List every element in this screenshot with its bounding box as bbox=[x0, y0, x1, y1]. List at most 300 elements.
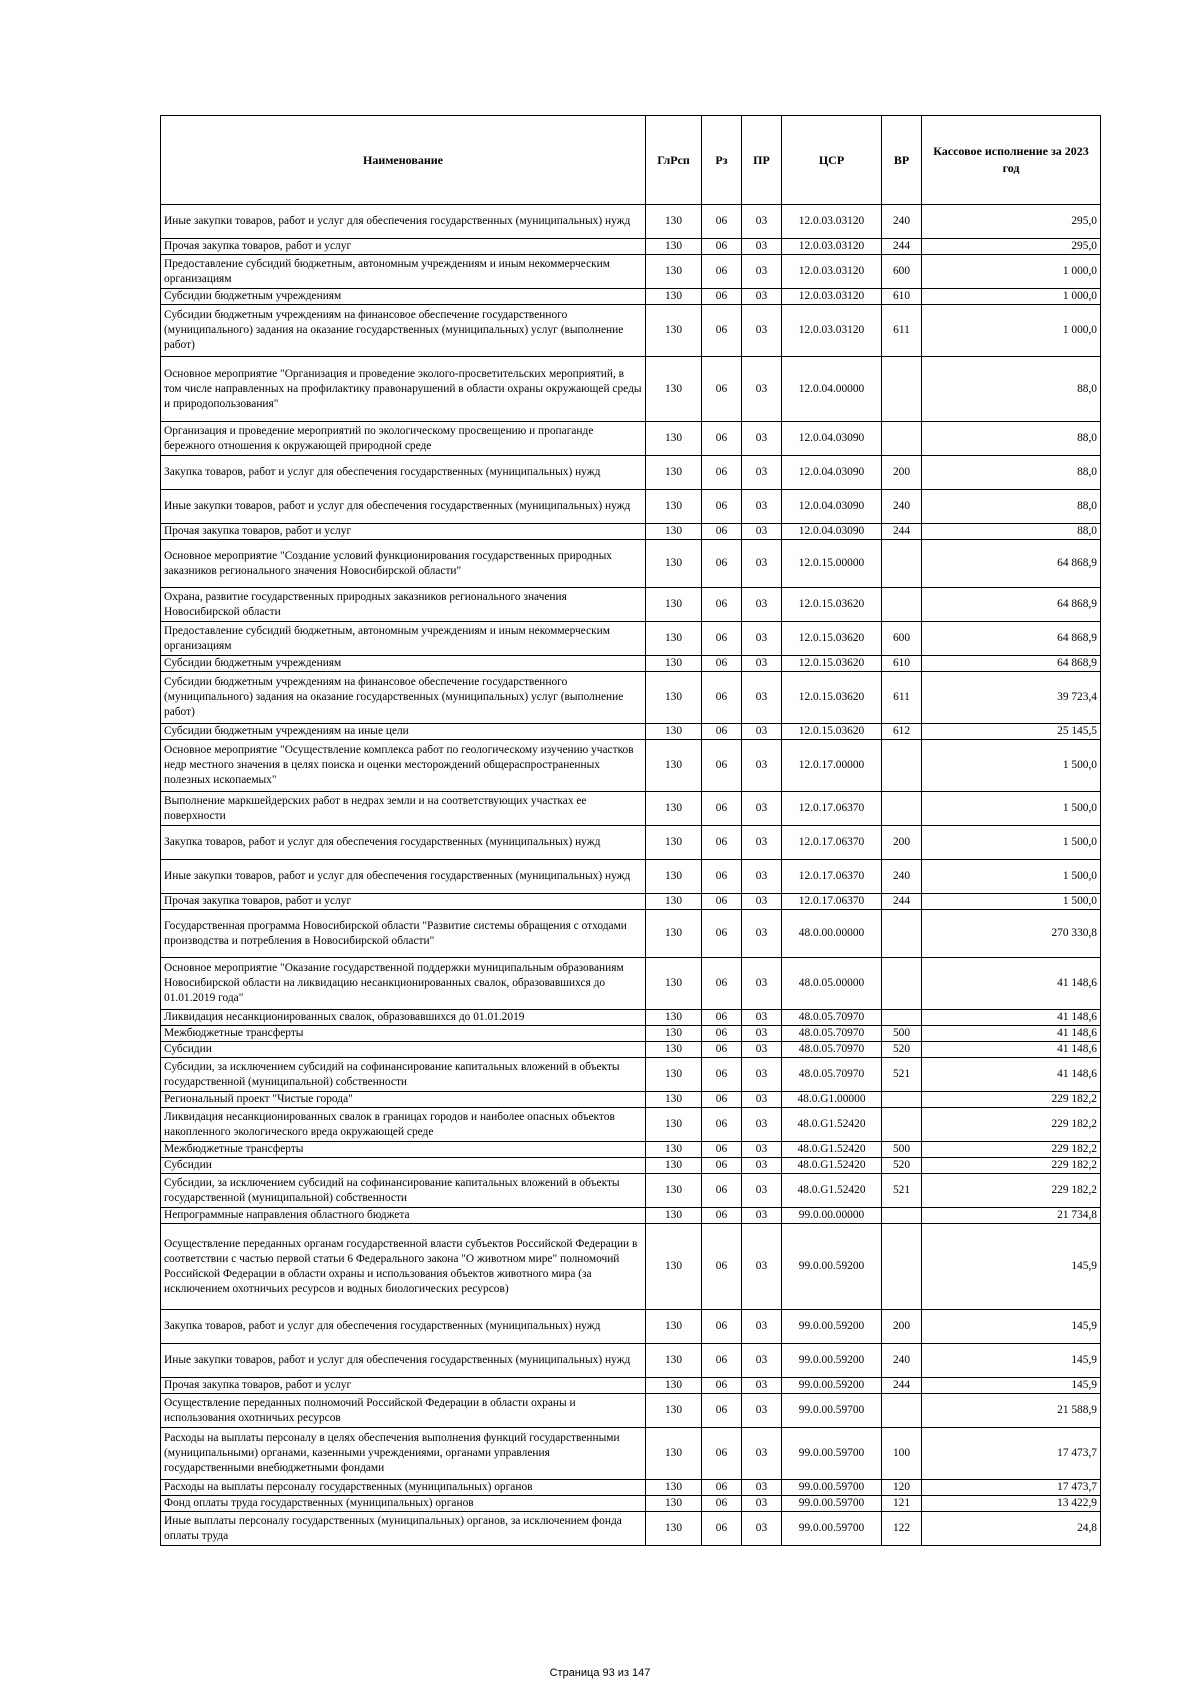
row-glrsp: 130 bbox=[646, 1428, 702, 1480]
row-amount: 13 422,9 bbox=[922, 1496, 1101, 1512]
row-amount: 41 148,6 bbox=[922, 1058, 1101, 1092]
row-name: Закупка товаров, работ и услуг для обеспечения государственных (муниципальных) нужд bbox=[161, 826, 646, 860]
row-csr: 12.0.04.03090 bbox=[782, 490, 882, 524]
row-vr bbox=[882, 792, 922, 826]
row-glrsp: 130 bbox=[646, 1394, 702, 1428]
row-name: Иные закупки товаров, работ и услуг для обеспечения государственных (муниципальных) нужд bbox=[161, 860, 646, 894]
row-glrsp: 130 bbox=[646, 1344, 702, 1378]
row-amount: 88,0 bbox=[922, 456, 1101, 490]
table-row bbox=[161, 672, 1101, 724]
table-row bbox=[161, 1108, 1101, 1142]
row-vr bbox=[882, 1092, 922, 1108]
row-vr: 100 bbox=[882, 1428, 922, 1480]
row-glrsp: 130 bbox=[646, 1378, 702, 1394]
row-vr: 600 bbox=[882, 622, 922, 656]
row-name: Прочая закупка товаров, работ и услуг bbox=[161, 894, 646, 910]
row-rz: 06 bbox=[702, 656, 742, 672]
row-vr: 244 bbox=[882, 894, 922, 910]
row-name: Субсидии бюджетным учреждениям на финансовое обеспечение государственного (муниципального) задания на оказание государственных (муниципальных) услуг (выполнение работ) bbox=[161, 305, 646, 357]
row-rz: 06 bbox=[702, 860, 742, 894]
row-vr: 200 bbox=[882, 1310, 922, 1344]
row-vr: 240 bbox=[882, 205, 922, 239]
table-row bbox=[161, 1344, 1101, 1378]
row-amount: 1 500,0 bbox=[922, 894, 1101, 910]
row-name: Прочая закупка товаров, работ и услуг bbox=[161, 1378, 646, 1394]
row-csr: 48.0.G1.52420 bbox=[782, 1108, 882, 1142]
row-vr: 600 bbox=[882, 255, 922, 289]
row-glrsp: 130 bbox=[646, 622, 702, 656]
row-glrsp: 130 bbox=[646, 456, 702, 490]
header-rz: Рз bbox=[702, 116, 742, 205]
row-vr bbox=[882, 740, 922, 792]
table-row bbox=[161, 540, 1101, 588]
row-pr: 03 bbox=[742, 910, 782, 958]
table-row bbox=[161, 1010, 1101, 1026]
row-vr: 521 bbox=[882, 1174, 922, 1208]
table-row bbox=[161, 1378, 1101, 1394]
row-csr: 12.0.17.06370 bbox=[782, 826, 882, 860]
row-vr bbox=[882, 1208, 922, 1224]
row-rz: 06 bbox=[702, 958, 742, 1010]
row-glrsp: 130 bbox=[646, 894, 702, 910]
row-glrsp: 130 bbox=[646, 792, 702, 826]
row-vr: 122 bbox=[882, 1512, 922, 1546]
row-rz: 06 bbox=[702, 672, 742, 724]
row-glrsp: 130 bbox=[646, 724, 702, 740]
row-vr: 500 bbox=[882, 1026, 922, 1042]
table-row bbox=[161, 1512, 1101, 1546]
row-name: Основное мероприятие "Организация и проведение эколого-просветительских мероприятий, в том числе направленных на профилактику правонарушений в области охраны окружающей среды и природопользования" bbox=[161, 357, 646, 422]
row-vr: 200 bbox=[882, 826, 922, 860]
row-vr bbox=[882, 540, 922, 588]
row-csr: 12.0.15.03620 bbox=[782, 724, 882, 740]
row-amount: 229 182,2 bbox=[922, 1142, 1101, 1158]
row-rz: 06 bbox=[702, 205, 742, 239]
row-glrsp: 130 bbox=[646, 1026, 702, 1042]
table-row bbox=[161, 1208, 1101, 1224]
row-glrsp: 130 bbox=[646, 1310, 702, 1344]
row-csr: 12.0.17.06370 bbox=[782, 792, 882, 826]
row-rz: 06 bbox=[702, 894, 742, 910]
row-amount: 229 182,2 bbox=[922, 1158, 1101, 1174]
row-glrsp: 130 bbox=[646, 588, 702, 622]
row-csr: 12.0.04.03090 bbox=[782, 524, 882, 540]
row-vr: 240 bbox=[882, 490, 922, 524]
row-rz: 06 bbox=[702, 305, 742, 357]
row-csr: 12.0.17.06370 bbox=[782, 860, 882, 894]
row-name: Иные закупки товаров, работ и услуг для обеспечения государственных (муниципальных) нужд bbox=[161, 490, 646, 524]
row-glrsp: 130 bbox=[646, 255, 702, 289]
row-csr: 12.0.03.03120 bbox=[782, 205, 882, 239]
row-rz: 06 bbox=[702, 1512, 742, 1546]
row-glrsp: 130 bbox=[646, 1158, 702, 1174]
row-glrsp: 130 bbox=[646, 1174, 702, 1208]
row-glrsp: 130 bbox=[646, 239, 702, 255]
row-amount: 1 500,0 bbox=[922, 826, 1101, 860]
row-pr: 03 bbox=[742, 958, 782, 1010]
row-vr: 240 bbox=[882, 860, 922, 894]
row-name: Охрана, развитие государственных природных заказников регионального значения Новосибирской области bbox=[161, 588, 646, 622]
row-rz: 06 bbox=[702, 826, 742, 860]
row-glrsp: 130 bbox=[646, 1010, 702, 1026]
row-amount: 1 000,0 bbox=[922, 305, 1101, 357]
row-amount: 295,0 bbox=[922, 239, 1101, 255]
row-vr: 610 bbox=[882, 289, 922, 305]
row-vr: 244 bbox=[882, 239, 922, 255]
table-row bbox=[161, 1480, 1101, 1496]
row-amount: 39 723,4 bbox=[922, 672, 1101, 724]
row-glrsp: 130 bbox=[646, 524, 702, 540]
row-name: Расходы на выплаты персоналу в целях обеспечения выполнения функций государственными (муниципальными) органами, казенными учреждениями, органами управления государственными внебюджетными фондами bbox=[161, 1428, 646, 1480]
row-rz: 06 bbox=[702, 1042, 742, 1058]
row-csr: 99.0.00.59700 bbox=[782, 1496, 882, 1512]
row-csr: 12.0.03.03120 bbox=[782, 289, 882, 305]
table-row bbox=[161, 239, 1101, 255]
table-row bbox=[161, 1158, 1101, 1174]
row-rz: 06 bbox=[702, 1480, 742, 1496]
row-csr: 99.0.00.59700 bbox=[782, 1512, 882, 1546]
table-row bbox=[161, 1394, 1101, 1428]
row-csr: 48.0.05.00000 bbox=[782, 958, 882, 1010]
row-pr: 03 bbox=[742, 860, 782, 894]
row-csr: 99.0.00.59700 bbox=[782, 1480, 882, 1496]
row-name: Непрограммные направления областного бюджета bbox=[161, 1208, 646, 1224]
row-glrsp: 130 bbox=[646, 1092, 702, 1108]
row-glrsp: 130 bbox=[646, 656, 702, 672]
header-amount: Кассовое исполнение за 2023 год bbox=[922, 116, 1101, 205]
row-rz: 06 bbox=[702, 357, 742, 422]
row-pr: 03 bbox=[742, 422, 782, 456]
table-row bbox=[161, 588, 1101, 622]
row-amount: 88,0 bbox=[922, 490, 1101, 524]
row-pr: 03 bbox=[742, 255, 782, 289]
row-glrsp: 130 bbox=[646, 1512, 702, 1546]
row-glrsp: 130 bbox=[646, 540, 702, 588]
row-vr: 610 bbox=[882, 656, 922, 672]
row-vr: 121 bbox=[882, 1496, 922, 1512]
row-rz: 06 bbox=[702, 1394, 742, 1428]
row-pr: 03 bbox=[742, 1496, 782, 1512]
row-csr: 48.0.05.70970 bbox=[782, 1042, 882, 1058]
table-row bbox=[161, 1496, 1101, 1512]
table-row bbox=[161, 826, 1101, 860]
table-row bbox=[161, 1058, 1101, 1092]
row-glrsp: 130 bbox=[646, 1480, 702, 1496]
row-name: Предоставление субсидий бюджетным, автономным учреждениям и иным некоммерческим организациям bbox=[161, 622, 646, 656]
table-row bbox=[161, 1026, 1101, 1042]
row-glrsp: 130 bbox=[646, 357, 702, 422]
row-rz: 06 bbox=[702, 456, 742, 490]
row-csr: 12.0.15.03620 bbox=[782, 656, 882, 672]
row-rz: 06 bbox=[702, 588, 742, 622]
table-row bbox=[161, 860, 1101, 894]
table-row bbox=[161, 910, 1101, 958]
row-csr: 12.0.17.00000 bbox=[782, 740, 882, 792]
row-rz: 06 bbox=[702, 1010, 742, 1026]
row-amount: 21 734,8 bbox=[922, 1208, 1101, 1224]
header-name: Наименование bbox=[161, 116, 646, 205]
row-rz: 06 bbox=[702, 724, 742, 740]
row-rz: 06 bbox=[702, 490, 742, 524]
row-csr: 12.0.03.03120 bbox=[782, 239, 882, 255]
row-glrsp: 130 bbox=[646, 1208, 702, 1224]
row-amount: 64 868,9 bbox=[922, 656, 1101, 672]
row-amount: 41 148,6 bbox=[922, 958, 1101, 1010]
row-csr: 12.0.04.03090 bbox=[782, 456, 882, 490]
row-pr: 03 bbox=[742, 524, 782, 540]
row-rz: 06 bbox=[702, 540, 742, 588]
row-name: Субсидии бюджетным учреждениям на финансовое обеспечение государственного (муниципального) задания на оказание государственных (муниципальных) услуг (выполнение работ) bbox=[161, 672, 646, 724]
row-pr: 03 bbox=[742, 1394, 782, 1428]
row-csr: 48.0.05.70970 bbox=[782, 1026, 882, 1042]
row-pr: 03 bbox=[742, 1512, 782, 1546]
row-amount: 88,0 bbox=[922, 357, 1101, 422]
row-name: Основное мероприятие "Оказание государственной поддержки муниципальным образованиям Новосибирской области на ликвидацию несанкционированных свалок, образовавшихся до 01.01.2019 года" bbox=[161, 958, 646, 1010]
row-glrsp: 130 bbox=[646, 1224, 702, 1310]
row-name: Предоставление субсидий бюджетным, автономным учреждениям и иным некоммерческим организациям bbox=[161, 255, 646, 289]
row-name: Субсидии бюджетным учреждениям bbox=[161, 289, 646, 305]
row-rz: 06 bbox=[702, 1158, 742, 1174]
row-rz: 06 bbox=[702, 1208, 742, 1224]
row-name: Субсидии bbox=[161, 1042, 646, 1058]
table-row bbox=[161, 1142, 1101, 1158]
row-glrsp: 130 bbox=[646, 860, 702, 894]
row-pr: 03 bbox=[742, 1344, 782, 1378]
table-row bbox=[161, 205, 1101, 239]
row-glrsp: 130 bbox=[646, 1042, 702, 1058]
row-name: Межбюджетные трансферты bbox=[161, 1026, 646, 1042]
row-csr: 48.0.G1.00000 bbox=[782, 1092, 882, 1108]
row-rz: 06 bbox=[702, 1092, 742, 1108]
row-glrsp: 130 bbox=[646, 1142, 702, 1158]
row-pr: 03 bbox=[742, 672, 782, 724]
page-number: Страница 93 из 147 bbox=[549, 1667, 651, 1679]
row-csr: 99.0.00.59200 bbox=[782, 1310, 882, 1344]
table-row bbox=[161, 456, 1101, 490]
row-pr: 03 bbox=[742, 289, 782, 305]
row-name: Иные закупки товаров, работ и услуг для обеспечения государственных (муниципальных) нужд bbox=[161, 205, 646, 239]
row-pr: 03 bbox=[742, 1092, 782, 1108]
row-vr bbox=[882, 1394, 922, 1428]
row-csr: 12.0.15.00000 bbox=[782, 540, 882, 588]
row-rz: 06 bbox=[702, 289, 742, 305]
row-rz: 06 bbox=[702, 1142, 742, 1158]
row-amount: 145,9 bbox=[922, 1378, 1101, 1394]
row-pr: 03 bbox=[742, 1310, 782, 1344]
row-pr: 03 bbox=[742, 1142, 782, 1158]
row-pr: 03 bbox=[742, 1174, 782, 1208]
row-rz: 06 bbox=[702, 1310, 742, 1344]
table-row bbox=[161, 305, 1101, 357]
header-pr: ПР bbox=[742, 116, 782, 205]
row-csr: 12.0.04.00000 bbox=[782, 357, 882, 422]
row-rz: 06 bbox=[702, 255, 742, 289]
row-amount: 41 148,6 bbox=[922, 1010, 1101, 1026]
row-csr: 48.0.G1.52420 bbox=[782, 1158, 882, 1174]
row-amount: 21 588,9 bbox=[922, 1394, 1101, 1428]
table-row bbox=[161, 1174, 1101, 1208]
row-csr: 12.0.03.03120 bbox=[782, 255, 882, 289]
table-row bbox=[161, 894, 1101, 910]
row-glrsp: 130 bbox=[646, 205, 702, 239]
row-name: Субсидии bbox=[161, 1158, 646, 1174]
row-amount: 88,0 bbox=[922, 524, 1101, 540]
row-vr: 500 bbox=[882, 1142, 922, 1158]
row-vr: 120 bbox=[882, 1480, 922, 1496]
row-vr bbox=[882, 422, 922, 456]
table-row bbox=[161, 422, 1101, 456]
row-vr: 520 bbox=[882, 1158, 922, 1174]
row-rz: 06 bbox=[702, 1344, 742, 1378]
row-name: Субсидии бюджетным учреждениям на иные цели bbox=[161, 724, 646, 740]
row-amount: 41 148,6 bbox=[922, 1026, 1101, 1042]
row-name: Субсидии, за исключением субсидий на софинансирование капитальных вложений в объекты государственной (муниципальной) собственности bbox=[161, 1058, 646, 1092]
row-rz: 06 bbox=[702, 524, 742, 540]
row-name: Иные выплаты персоналу государственных (муниципальных) органов, за исключением фонда оплаты труда bbox=[161, 1512, 646, 1546]
row-pr: 03 bbox=[742, 792, 782, 826]
row-rz: 06 bbox=[702, 740, 742, 792]
row-name: Основное мероприятие "Создание условий функционирования государственных природных заказников регионального значения Новосибирской области" bbox=[161, 540, 646, 588]
row-vr bbox=[882, 1224, 922, 1310]
table-body bbox=[161, 205, 1101, 1546]
row-csr: 48.0.00.00000 bbox=[782, 910, 882, 958]
row-amount: 1 500,0 bbox=[922, 860, 1101, 894]
row-name: Государственная программа Новосибирской области "Развитие системы обращения с отходами производства и потребления в Новосибирской области" bbox=[161, 910, 646, 958]
row-amount: 64 868,9 bbox=[922, 622, 1101, 656]
header-row bbox=[161, 116, 1101, 205]
row-name: Организация и проведение мероприятий по экологическому просвещению и пропаганде бережного отношения к окружающей природной среде bbox=[161, 422, 646, 456]
row-csr: 48.0.G1.52420 bbox=[782, 1174, 882, 1208]
table-row bbox=[161, 958, 1101, 1010]
row-amount: 17 473,7 bbox=[922, 1428, 1101, 1480]
table-row bbox=[161, 1428, 1101, 1480]
row-pr: 03 bbox=[742, 1010, 782, 1026]
row-name: Субсидии, за исключением субсидий на софинансирование капитальных вложений в объекты государственной (муниципальной) собственности bbox=[161, 1174, 646, 1208]
table-row bbox=[161, 656, 1101, 672]
row-csr: 12.0.15.03620 bbox=[782, 672, 882, 724]
row-name: Закупка товаров, работ и услуг для обеспечения государственных (муниципальных) нужд bbox=[161, 1310, 646, 1344]
row-pr: 03 bbox=[742, 1026, 782, 1042]
header-vr: ВР bbox=[882, 116, 922, 205]
row-vr: 611 bbox=[882, 305, 922, 357]
row-csr: 99.0.00.00000 bbox=[782, 1208, 882, 1224]
row-csr: 12.0.15.03620 bbox=[782, 622, 882, 656]
row-amount: 229 182,2 bbox=[922, 1174, 1101, 1208]
row-rz: 06 bbox=[702, 1378, 742, 1394]
table-row bbox=[161, 490, 1101, 524]
row-csr: 99.0.00.59700 bbox=[782, 1428, 882, 1480]
row-amount: 295,0 bbox=[922, 205, 1101, 239]
row-csr: 48.0.05.70970 bbox=[782, 1010, 882, 1026]
table-row bbox=[161, 1310, 1101, 1344]
table-row bbox=[161, 289, 1101, 305]
row-rz: 06 bbox=[702, 910, 742, 958]
row-pr: 03 bbox=[742, 588, 782, 622]
row-name: Выполнение маркшейдерских работ в недрах земли и на соответствующих участках ее поверхности bbox=[161, 792, 646, 826]
row-pr: 03 bbox=[742, 205, 782, 239]
row-rz: 06 bbox=[702, 1224, 742, 1310]
row-amount: 229 182,2 bbox=[922, 1108, 1101, 1142]
row-amount: 25 145,5 bbox=[922, 724, 1101, 740]
row-pr: 03 bbox=[742, 1224, 782, 1310]
row-vr: 521 bbox=[882, 1058, 922, 1092]
row-rz: 06 bbox=[702, 1108, 742, 1142]
row-vr bbox=[882, 958, 922, 1010]
row-csr: 99.0.00.59700 bbox=[782, 1394, 882, 1428]
row-csr: 12.0.17.06370 bbox=[782, 894, 882, 910]
row-csr: 12.0.03.03120 bbox=[782, 305, 882, 357]
row-amount: 64 868,9 bbox=[922, 588, 1101, 622]
row-pr: 03 bbox=[742, 1378, 782, 1394]
row-pr: 03 bbox=[742, 456, 782, 490]
row-csr: 99.0.00.59200 bbox=[782, 1378, 882, 1394]
table-row bbox=[161, 255, 1101, 289]
row-vr: 200 bbox=[882, 456, 922, 490]
row-glrsp: 130 bbox=[646, 958, 702, 1010]
row-glrsp: 130 bbox=[646, 1108, 702, 1142]
row-name: Основное мероприятие "Осуществление комплекса работ по геологическому изучению участков недр местного значения в целях поиска и оценки месторождений общераспространенных полезных ископаемых" bbox=[161, 740, 646, 792]
row-glrsp: 130 bbox=[646, 910, 702, 958]
row-name: Прочая закупка товаров, работ и услуг bbox=[161, 524, 646, 540]
row-amount: 1 500,0 bbox=[922, 740, 1101, 792]
row-rz: 06 bbox=[702, 622, 742, 656]
table-row bbox=[161, 792, 1101, 826]
row-rz: 06 bbox=[702, 422, 742, 456]
row-rz: 06 bbox=[702, 1428, 742, 1480]
row-pr: 03 bbox=[742, 1480, 782, 1496]
row-pr: 03 bbox=[742, 894, 782, 910]
row-rz: 06 bbox=[702, 1026, 742, 1042]
row-amount: 1 500,0 bbox=[922, 792, 1101, 826]
row-name: Региональный проект "Чистые города" bbox=[161, 1092, 646, 1108]
row-amount: 17 473,7 bbox=[922, 1480, 1101, 1496]
row-vr: 244 bbox=[882, 524, 922, 540]
row-vr: 240 bbox=[882, 1344, 922, 1378]
row-name: Закупка товаров, работ и услуг для обеспечения государственных (муниципальных) нужд bbox=[161, 456, 646, 490]
row-pr: 03 bbox=[742, 1208, 782, 1224]
row-glrsp: 130 bbox=[646, 422, 702, 456]
budget-table bbox=[160, 115, 1101, 1546]
row-name: Ликвидация несанкционированных свалок, образовавшихся до 01.01.2019 bbox=[161, 1010, 646, 1026]
row-vr: 520 bbox=[882, 1042, 922, 1058]
row-pr: 03 bbox=[742, 540, 782, 588]
row-rz: 06 bbox=[702, 1058, 742, 1092]
row-name: Расходы на выплаты персоналу государственных (муниципальных) органов bbox=[161, 1480, 646, 1496]
row-name: Ликвидация несанкционированных свалок в границах городов и наиболее опасных объектов накопленного экологического вреда окружающей среде bbox=[161, 1108, 646, 1142]
row-amount: 229 182,2 bbox=[922, 1092, 1101, 1108]
table-row bbox=[161, 622, 1101, 656]
row-amount: 270 330,8 bbox=[922, 910, 1101, 958]
row-pr: 03 bbox=[742, 826, 782, 860]
row-name: Осуществление переданных полномочий Российской Федерации в области охраны и использования охотничьих ресурсов bbox=[161, 1394, 646, 1428]
row-name: Фонд оплаты труда государственных (муниципальных) органов bbox=[161, 1496, 646, 1512]
row-rz: 06 bbox=[702, 792, 742, 826]
table-row bbox=[161, 724, 1101, 740]
row-glrsp: 130 bbox=[646, 740, 702, 792]
row-csr: 12.0.15.03620 bbox=[782, 588, 882, 622]
table-row bbox=[161, 1224, 1101, 1310]
table-row bbox=[161, 357, 1101, 422]
row-vr bbox=[882, 1010, 922, 1026]
row-pr: 03 bbox=[742, 1158, 782, 1174]
row-name: Иные закупки товаров, работ и услуг для обеспечения государственных (муниципальных) нужд bbox=[161, 1344, 646, 1378]
row-csr: 48.0.G1.52420 bbox=[782, 1142, 882, 1158]
row-amount: 88,0 bbox=[922, 422, 1101, 456]
row-name: Осуществление переданных органам государственной власти субъектов Российской Федерации в соответствии с частью первой статьи 6 Федерального закона "О животном мире" полномочий Российской Федерации в области охраны и использования объектов животного мира (за исключением охотничьих ресурсов и водных биологических ресурсов) bbox=[161, 1224, 646, 1310]
row-csr: 99.0.00.59200 bbox=[782, 1344, 882, 1378]
row-vr bbox=[882, 910, 922, 958]
row-name: Прочая закупка товаров, работ и услуг bbox=[161, 239, 646, 255]
